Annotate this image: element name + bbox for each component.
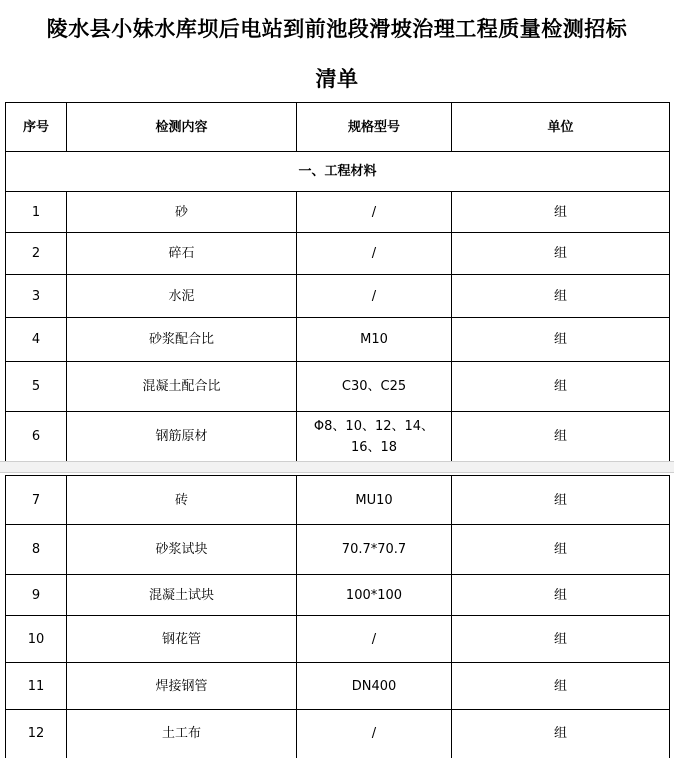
- cell-seq: 4: [6, 318, 67, 362]
- cell-unit: 组: [452, 710, 670, 758]
- cell-unit: 组: [452, 275, 670, 318]
- section-row: [6, 152, 670, 192]
- inspection-table-page1: [5, 102, 670, 462]
- cell-content: 焊接钢管: [67, 663, 297, 710]
- cell-spec: /: [297, 710, 452, 758]
- cell-content: 砂: [67, 192, 297, 233]
- header-unit: 单位: [452, 103, 670, 152]
- header-spec: 规格型号: [297, 103, 452, 152]
- cell-seq: 2: [6, 233, 67, 275]
- cell-unit: 组: [452, 233, 670, 275]
- inspection-table-page2: [5, 475, 670, 758]
- cell-seq: 3: [6, 275, 67, 318]
- cell-content: 砖: [67, 476, 297, 525]
- cell-seq: 6: [6, 412, 67, 462]
- table-row: [6, 275, 670, 318]
- cell-content: 水泥: [67, 275, 297, 318]
- cell-unit: 组: [452, 575, 670, 616]
- document-title-line2: 清单: [315, 66, 359, 91]
- cell-content: 钢花管: [67, 616, 297, 663]
- cell-content: 碎石: [67, 233, 297, 275]
- cell-spec: /: [297, 233, 452, 275]
- cell-spec: [297, 412, 452, 462]
- cell-unit: 组: [452, 318, 670, 362]
- table-header-row: [6, 103, 670, 152]
- cell-spec: /: [297, 192, 452, 233]
- header-seq: 序号: [6, 103, 67, 152]
- cell-spec: 70.7*70.7: [297, 525, 452, 575]
- table-row: [6, 525, 670, 575]
- table-row: [6, 318, 670, 362]
- table-row: [6, 616, 670, 663]
- table-row: [6, 663, 670, 710]
- table-row: [6, 710, 670, 758]
- cell-spec: /: [297, 616, 452, 663]
- table-row: [6, 575, 670, 616]
- cell-unit: 组: [452, 476, 670, 525]
- cell-spec: /: [297, 275, 452, 318]
- table-row: [6, 192, 670, 233]
- cell-unit: 组: [452, 525, 670, 575]
- cell-seq: 9: [6, 575, 67, 616]
- cell-seq: 12: [6, 710, 67, 758]
- cell-seq: 11: [6, 663, 67, 710]
- cell-spec: M10: [297, 318, 452, 362]
- cell-seq: 7: [6, 476, 67, 525]
- page-break: [0, 461, 674, 473]
- cell-seq: 8: [6, 525, 67, 575]
- cell-spec-text: Φ8、10、12、14、16、18: [313, 418, 435, 455]
- cell-seq: 5: [6, 362, 67, 412]
- cell-spec: DN400: [297, 663, 452, 710]
- table-row: [6, 233, 670, 275]
- cell-spec: 100*100: [297, 575, 452, 616]
- cell-unit: 组: [452, 192, 670, 233]
- cell-content: 砂浆配合比: [67, 318, 297, 362]
- cell-content: 砂浆试块: [67, 525, 297, 575]
- section-title: 一、工程材料: [6, 152, 670, 192]
- cell-unit: 组: [452, 663, 670, 710]
- cell-content: 混凝土配合比: [67, 362, 297, 412]
- cell-content: 混凝土试块: [67, 575, 297, 616]
- cell-seq: 10: [6, 616, 67, 663]
- document-title-line1: 陵水县小妹水库坝后电站到前池段滑坡治理工程质量检测招标: [46, 16, 628, 41]
- table-row: [6, 412, 670, 462]
- cell-content: 土工布: [67, 710, 297, 758]
- cell-seq: 1: [6, 192, 67, 233]
- cell-content: 钢筋原材: [67, 412, 297, 462]
- cell-spec: MU10: [297, 476, 452, 525]
- cell-unit: 组: [452, 412, 670, 462]
- table-row: [6, 476, 670, 525]
- cell-unit: 组: [452, 362, 670, 412]
- cell-spec: C30、C25: [297, 362, 452, 412]
- table-row: [6, 362, 670, 412]
- cell-unit: 组: [452, 616, 670, 663]
- header-content: 检测内容: [67, 103, 297, 152]
